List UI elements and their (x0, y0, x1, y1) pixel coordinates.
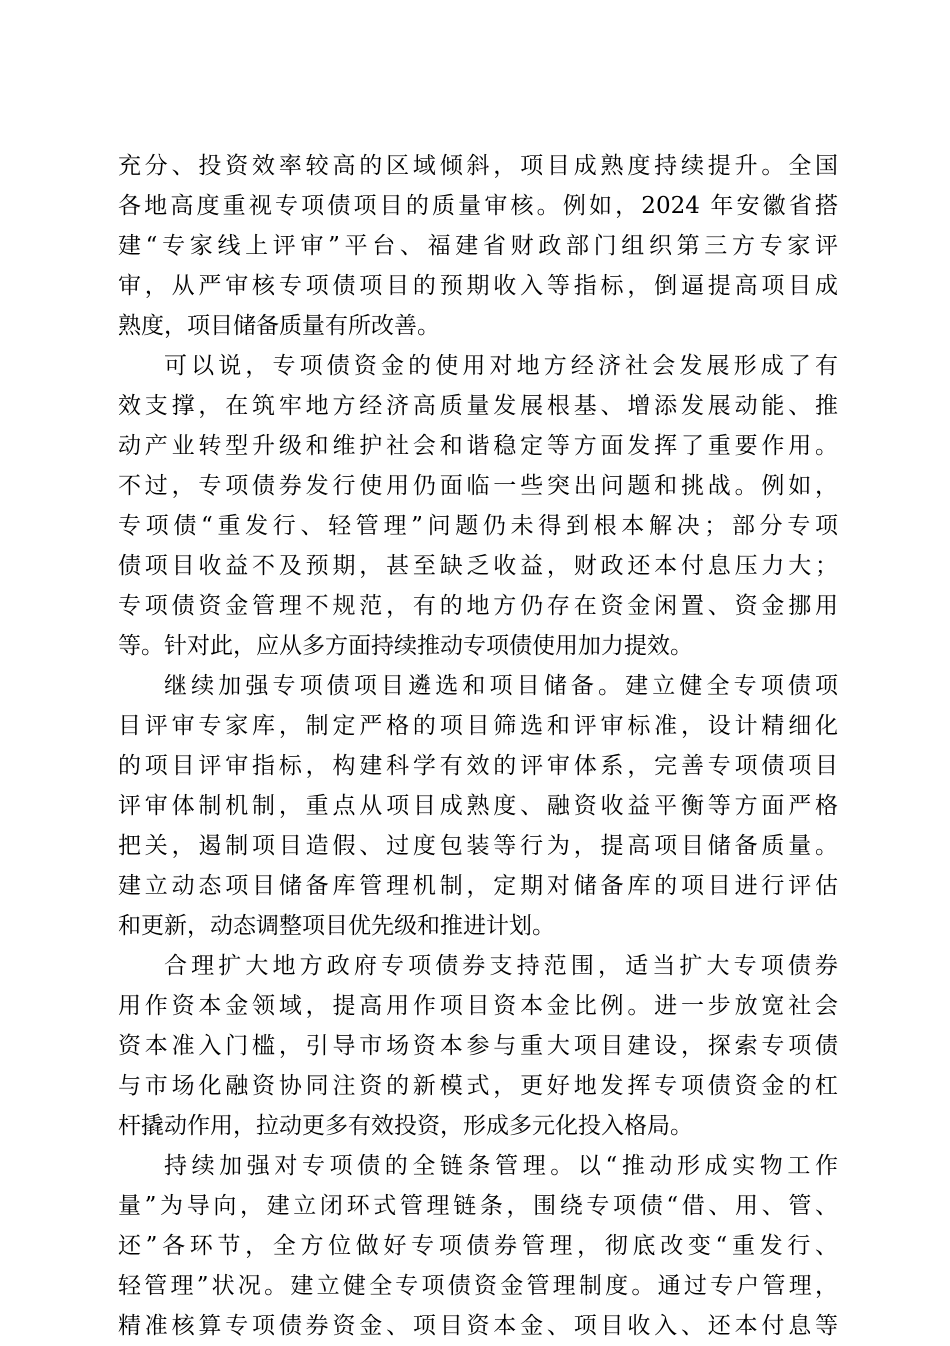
paragraph-4 (118, 946, 838, 1146)
text-line: 熟度，项目储备质量有所改善。 (118, 313, 440, 339)
text-line: 目评审专家库，制定严格的项目筛选和评审标准，设计精细化 (118, 713, 838, 739)
paragraph-2 (118, 346, 838, 666)
text-line: 轻管理”状况。建立健全专项债资金管理制度。通过专户管理， (118, 1273, 838, 1299)
paragraph-1 (118, 146, 838, 346)
text-line: 专项债“重发行、轻管理”问题仍未得到根本解决；部分专项 (118, 513, 838, 539)
text-line: 资本准入门槛，引导市场资本参与重大项目建设，探索专项债 (118, 1033, 838, 1059)
text-line: 效支撑，在筑牢地方经济高质量发展根基、增添发展动能、推 (118, 393, 838, 419)
text-line: 继续加强专项债项目遴选和项目储备。建立健全专项债项 (164, 673, 838, 699)
text-line: 动产业转型升级和维护社会和谐稳定等方面发挥了重要作用。 (118, 433, 838, 459)
text-line: 精准核算专项债券资金、项目资本金、项目收入、还本付息等 (118, 1313, 838, 1339)
text-line: 和更新，动态调整项目优先级和推进计划。 (118, 913, 555, 939)
text-line: 还”各环节，全方位做好专项债券管理，彻底改变“重发行、 (118, 1233, 838, 1259)
text-line: 持续加强对专项债的全链条管理。以“推动形成实物工作 (164, 1153, 838, 1179)
text-line: 评审体制机制，重点从项目成熟度、融资收益平衡等方面严格 (118, 793, 838, 819)
text-line: 可以说，专项债资金的使用对地方经济社会发展形成了有 (164, 353, 838, 379)
text-line: 建“专家线上评审”平台、福建省财政部门组织第三方专家评 (118, 233, 838, 259)
text-line: 杆撬动作用，拉动更多有效投资，形成多元化投入格局。 (118, 1113, 693, 1139)
text-line: 与市场化融资协同注资的新模式，更好地发挥专项债资金的杠 (118, 1073, 838, 1099)
document-body (118, 146, 838, 1346)
text-line: 充分、投资效率较高的区域倾斜，项目成熟度持续提升。全国 (118, 153, 838, 179)
text-line: 不过，专项债券发行使用仍面临一些突出问题和挑战。例如， (118, 473, 838, 499)
text-line: 的项目评审指标，构建科学有效的评审体系，完善专项债项目 (118, 753, 838, 779)
text-line: 审，从严审核专项债项目的预期收入等指标，倒逼提高项目成 (118, 273, 838, 299)
text-line: 各地高度重视专项债项目的质量审核。例如，2024 年安徽省搭 (118, 193, 838, 219)
text-line: 合理扩大地方政府专项债券支持范围，适当扩大专项债券 (164, 953, 838, 979)
text-line: 把关，遏制项目造假、过度包装等行为，提高项目储备质量。 (118, 833, 838, 859)
text-line: 专项债资金管理不规范，有的地方仍存在资金闲置、资金挪用 (118, 593, 838, 619)
paragraph-3 (118, 666, 838, 946)
paragraph-5 (118, 1146, 838, 1346)
text-line: 量”为导向，建立闭环式管理链条，围绕专项债“借、用、管、 (118, 1193, 838, 1219)
text-line: 用作资本金领域，提高用作项目资本金比例。进一步放宽社会 (118, 993, 838, 1019)
text-line: 等。针对此，应从多方面持续推动专项债使用加力提效。 (118, 633, 693, 659)
text-line: 建立动态项目储备库管理机制，定期对储备库的项目进行评估 (118, 873, 838, 899)
text-line: 债项目收益不及预期，甚至缺乏收益，财政还本付息压力大； (118, 553, 838, 579)
